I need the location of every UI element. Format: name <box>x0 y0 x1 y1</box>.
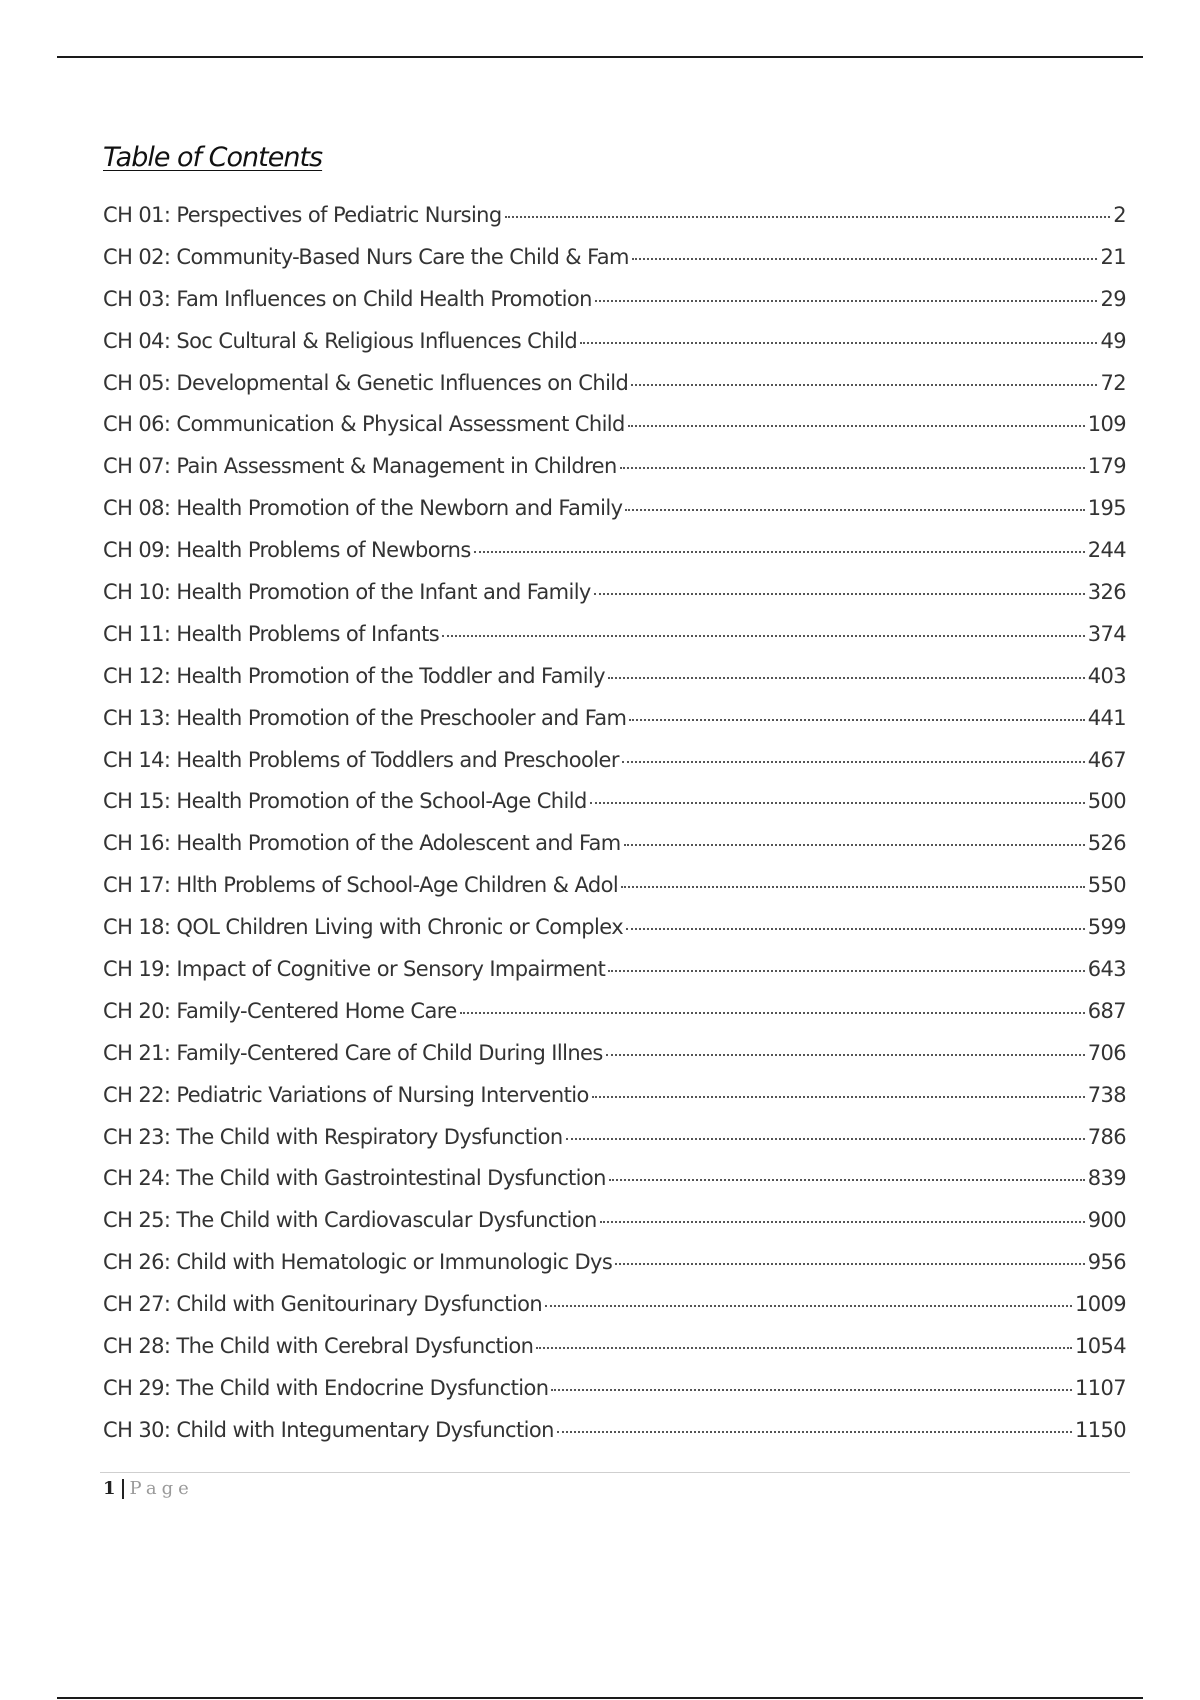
dot-leader <box>626 928 1085 930</box>
toc-entry-label: CH 19: Impact of Cognitive or Sensory Impairment <box>103 957 606 982</box>
toc-entry-label: CH 29: The Child with Endocrine Dysfunction <box>103 1375 549 1400</box>
dot-leader <box>600 1221 1085 1223</box>
dot-leader <box>580 342 1097 344</box>
toc-entry-label: CH 01: Perspectives of Pediatric Nursing <box>103 203 502 227</box>
toc-entry[interactable] <box>103 622 1126 664</box>
page-footer <box>103 1478 194 1499</box>
dot-leader <box>608 677 1085 679</box>
toc-entry-label: CH 21: Family-Centered Care of Child During Illnes <box>103 1040 603 1065</box>
dot-leader <box>608 970 1084 972</box>
dot-leader <box>628 425 1085 427</box>
toc-entry-label: CH 04: Soc Cultural & Religious Influences Child <box>103 328 578 353</box>
toc-list <box>103 203 1126 1460</box>
toc-entry-page: 326 <box>1087 580 1126 605</box>
toc-entry[interactable] <box>103 1083 1126 1125</box>
dot-leader <box>594 593 1085 595</box>
dot-leader <box>615 1263 1085 1265</box>
toc-entry[interactable] <box>103 580 1126 622</box>
dot-leader <box>625 509 1084 511</box>
toc-entry[interactable] <box>103 203 1126 245</box>
toc-entry-page: 467 <box>1087 747 1126 772</box>
toc-entry-page: 109 <box>1087 412 1126 437</box>
dot-leader <box>620 467 1085 469</box>
dot-leader <box>629 719 1084 721</box>
toc-entry-page: 738 <box>1087 1082 1126 1107</box>
dot-leader <box>592 1096 1085 1098</box>
toc-entry-page: 706 <box>1087 1040 1126 1065</box>
dot-leader <box>595 300 1098 302</box>
toc-entry-label: CH 27: Child with Genitourinary Dysfunction <box>103 1292 543 1317</box>
dot-leader <box>557 1431 1072 1433</box>
toc-entry-label: CH 23: The Child with Respiratory Dysfunction <box>103 1124 563 1149</box>
toc-entry-page: 526 <box>1087 831 1126 856</box>
toc-entry-page: 1150 <box>1074 1417 1126 1442</box>
toc-entry-label: CH 08: Health Promotion of the Newborn and Family <box>103 496 623 521</box>
dot-leader <box>632 258 1098 260</box>
toc-entry-label: CH 26: Child with Hematologic or Immunologic Dys <box>103 1250 613 1275</box>
toc-entry-page: 839 <box>1087 1166 1126 1191</box>
toc-entry[interactable] <box>103 1334 1126 1376</box>
toc-entry[interactable] <box>103 538 1126 580</box>
toc-entry-page: 599 <box>1087 915 1126 940</box>
toc-entry[interactable] <box>103 329 1126 371</box>
bottom-rule <box>57 1697 1143 1699</box>
dot-leader <box>545 1305 1072 1307</box>
toc-title: Table of Contents <box>103 142 323 173</box>
toc-entry-label: CH 13: Health Promotion of the Preschooler and Fam <box>103 705 627 730</box>
toc-entry[interactable] <box>103 287 1126 329</box>
toc-entry-label: CH 12: Health Promotion of the Toddler and Family <box>103 663 605 688</box>
dot-leader <box>621 886 1085 888</box>
dot-leader <box>460 1012 1085 1014</box>
toc-entry[interactable] <box>103 706 1126 748</box>
toc-entry-label: CH 24: The Child with Gastrointestinal Dysfunction <box>103 1166 606 1191</box>
toc-entry[interactable] <box>103 1208 1126 1250</box>
dot-leader <box>631 384 1097 386</box>
dot-leader <box>624 844 1085 846</box>
toc-entry-page: 21 <box>1100 244 1126 269</box>
footer-separator <box>122 1479 124 1499</box>
toc-entry-label: CH 30: Child with Integumentary Dysfunction <box>103 1417 554 1442</box>
toc-entry-page: 687 <box>1087 998 1126 1023</box>
header-rule <box>57 56 1143 58</box>
toc-entry[interactable] <box>103 664 1126 706</box>
toc-entry[interactable] <box>103 1292 1126 1334</box>
toc-entry-label: CH 22: Pediatric Variations of Nursing Interventio <box>103 1082 589 1107</box>
toc-entry[interactable] <box>103 371 1126 413</box>
toc-entry-label: CH 07: Pain Assessment & Management in Children <box>103 454 617 479</box>
footer-page-number: 1 <box>103 1478 116 1499</box>
toc-entry-page: 195 <box>1087 496 1126 521</box>
toc-entry-page: 643 <box>1087 957 1126 982</box>
toc-entry-label: CH 25: The Child with Cardiovascular Dysfunction <box>103 1208 597 1233</box>
dot-leader <box>609 1179 1085 1181</box>
dot-leader <box>474 551 1085 553</box>
toc-entry-label: CH 16: Health Promotion of the Adolescent and Fam <box>103 831 621 856</box>
dot-leader <box>590 802 1085 804</box>
toc-entry-page: 1107 <box>1074 1375 1126 1400</box>
toc-entry-label: CH 03: Fam Influences on Child Health Promotion <box>103 286 592 311</box>
toc-entry-label: CH 05: Developmental & Genetic Influences on Child <box>103 370 629 395</box>
toc-entry[interactable] <box>103 1250 1126 1292</box>
toc-entry-page: 956 <box>1087 1250 1126 1275</box>
toc-entry-page: 72 <box>1100 370 1126 395</box>
toc-entry-label: CH 18: QOL Children Living with Chronic or Complex <box>103 915 624 940</box>
toc-entry[interactable] <box>103 999 1126 1041</box>
toc-entry[interactable] <box>103 915 1126 957</box>
dot-leader <box>606 1054 1085 1056</box>
toc-entry[interactable] <box>103 1376 1126 1418</box>
toc-entry[interactable] <box>103 873 1126 915</box>
dot-leader <box>505 216 1111 218</box>
toc-entry-label: CH 06: Communication & Physical Assessment Child <box>103 412 625 437</box>
toc-entry-label: CH 20: Family-Centered Home Care <box>103 998 457 1023</box>
toc-entry[interactable] <box>103 748 1126 790</box>
toc-entry-label: CH 02: Community-Based Nurs Care the Child & Fam <box>103 244 629 269</box>
dot-leader <box>551 1389 1072 1391</box>
toc-entry-page: 374 <box>1087 621 1126 646</box>
toc-entry-label: CH 11: Health Problems of Infants <box>103 621 440 646</box>
toc-entry[interactable] <box>103 831 1126 873</box>
toc-entry-label: CH 10: Health Promotion of the Infant and Family <box>103 580 591 605</box>
toc-entry-page: 403 <box>1087 663 1126 688</box>
footer-rule <box>100 1472 1130 1473</box>
toc-entry-label: CH 28: The Child with Cerebral Dysfunction <box>103 1334 534 1359</box>
toc-entry-page: 550 <box>1087 873 1126 898</box>
toc-entry[interactable] <box>103 245 1126 287</box>
toc-entry-page: 179 <box>1087 454 1126 479</box>
toc-entry-label: CH 14: Health Problems of Toddlers and Preschooler <box>103 747 619 772</box>
toc-entry[interactable] <box>103 957 1126 999</box>
toc-entry[interactable] <box>103 1166 1126 1208</box>
dot-leader <box>622 761 1085 763</box>
toc-entry-page: 900 <box>1087 1208 1126 1233</box>
dot-leader <box>536 1347 1072 1349</box>
toc-entry[interactable] <box>103 412 1126 454</box>
toc-entry[interactable] <box>103 1418 1126 1460</box>
toc-entry[interactable] <box>103 496 1126 538</box>
toc-entry-page: 244 <box>1087 538 1126 563</box>
toc-entry-page: 786 <box>1087 1124 1126 1149</box>
toc-entry-label: CH 15: Health Promotion of the School-Age Child <box>103 789 587 814</box>
toc-entry-page: 49 <box>1100 328 1126 353</box>
dot-leader <box>442 635 1085 637</box>
toc-entry-page: 500 <box>1087 789 1126 814</box>
toc-entry-label: CH 17: Hlth Problems of School-Age Children & Adol <box>103 873 619 898</box>
toc-entry[interactable] <box>103 454 1126 496</box>
toc-entry-page: 29 <box>1100 286 1126 311</box>
footer-page-word: Page <box>129 1478 194 1499</box>
toc-entry-page: 1009 <box>1074 1292 1126 1317</box>
toc-entry-label: CH 09: Health Problems of Newborns <box>103 538 471 563</box>
dot-leader <box>566 1138 1085 1140</box>
toc-entry[interactable] <box>103 789 1126 831</box>
toc-entry[interactable] <box>103 1125 1126 1167</box>
toc-entry-page: 441 <box>1087 705 1126 730</box>
toc-entry-page: 1054 <box>1074 1334 1126 1359</box>
toc-entry-page: 2 <box>1113 203 1126 227</box>
toc-entry[interactable] <box>103 1041 1126 1083</box>
